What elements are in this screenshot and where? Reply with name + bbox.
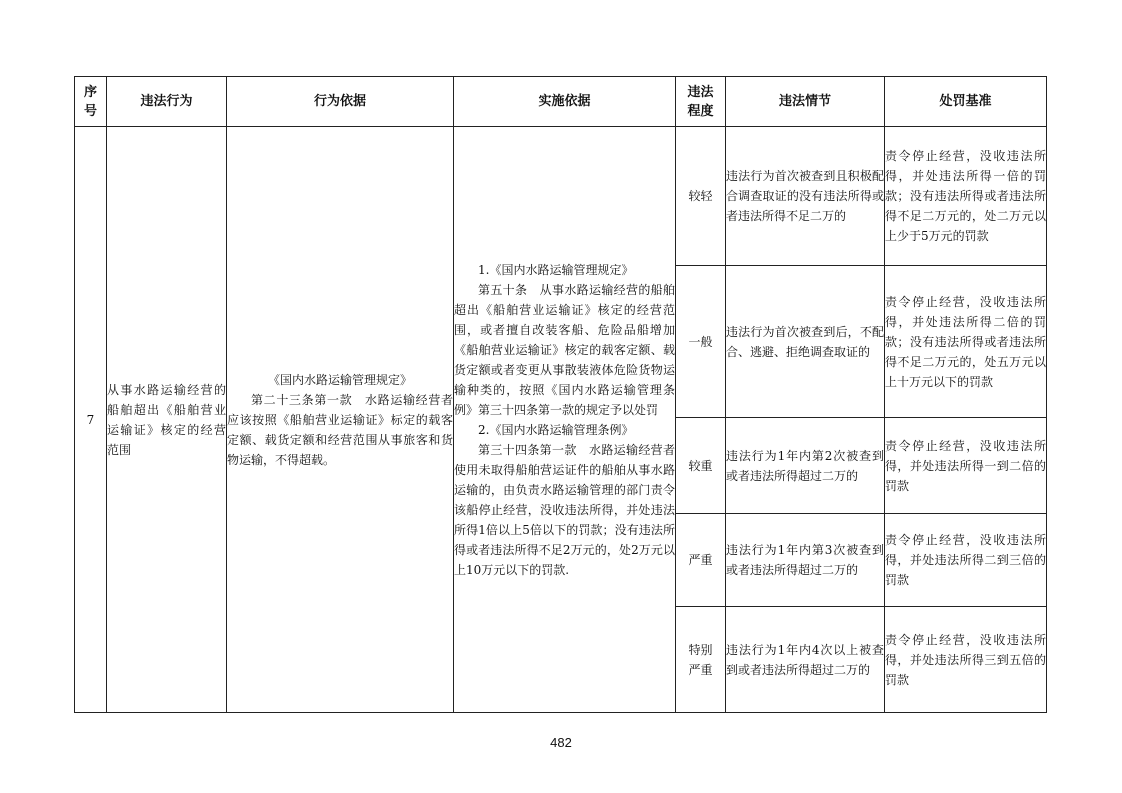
header-violation: 违法行为 [107,77,227,127]
row-index: 7 [75,127,107,713]
header-legal-basis: 行为依据 [227,77,454,127]
severity-cell: 特别严重 [676,607,726,713]
penalty-table [74,76,1047,713]
violation-text: 从事水路运输经营的船舶超出《船舶营业运输证》核定的经营范围 [107,382,226,457]
header-severity: 违法程度 [676,77,726,127]
table-row [75,127,1047,266]
implementation-item2-title: 2.《国内水路运输管理条例》 [478,422,634,437]
header-circumstances: 违法情节 [726,77,885,127]
penalty-cell: 责令停止经营，没收违法所得，并处违法所得一到二倍的罚款 [885,418,1047,514]
implementation-item2-text: 第三十四条第一款 水路运输经营者使用未取得船舶营运证件的船舶从事水路运输的，由负责水路运输管理的部门责令该船停止经营，没收违法所得，并处违法所得1倍以上5倍以下的罚款；没有违法所得或者违法所得不足2万元的，处2万元以上10万元以下的罚款. [454,442,675,577]
penalty-cell: 责令停止经营，没收违法所得，并处违法所得二到三倍的罚款 [885,514,1047,607]
circumstances-cell: 违法行为1年内第2次被查到或者违法所得超过二万的 [726,418,885,514]
header-penalty-standard: 处罚基准 [885,77,1047,127]
penalty-cell: 责令停止经营，没收违法所得，并处违法所得三到五倍的罚款 [885,607,1047,713]
implementation-basis-cell [454,127,676,713]
legal-basis-clause: 第二十三条第一款 水路运输经营者应该按照《船舶营业运输证》标定的载客定额、载货定额和经营范围从事旅客和货物运输，不得超载。 [227,392,453,467]
implementation-item1-text: 第五十条 从事水路运输经营的船舶超出《船舶营业运输证》核定的经营范围，或者擅自改装客船、危险品船增加《船舶营业运输证》核定的载客定额、载货定额或者变更从事散装液体危险货物运输种类的，按照《国内水路运输管理条例》第三十四条第一款的规定予以处罚 [454,282,675,417]
severity-cell: 严重 [676,514,726,607]
header-index: 序号 [75,77,107,127]
circumstances-cell: 违法行为1年内4次以上被查到或者违法所得超过二万的 [726,607,885,713]
circumstances-cell: 违法行为首次被查到且积极配合调查取证的没有违法所得或者违法所得不足二万的 [726,127,885,266]
legal-basis-cell [227,127,454,713]
header-row [75,77,1047,127]
legal-basis-regulation: 《国内水路运输管理规定》 [267,372,412,387]
implementation-item1-title: 1.《国内水路运输管理规定》 [478,262,634,277]
severity-cell: 较轻 [676,127,726,266]
circumstances-cell: 违法行为首次被查到后，不配合、逃避、拒绝调查取证的 [726,266,885,418]
circumstances-cell: 违法行为1年内第3次被查到或者违法所得超过二万的 [726,514,885,607]
page-number: 482 [550,735,572,750]
penalty-cell: 责令停止经营，没收违法所得，并处违法所得二倍的罚款；没有违法所得或者违法所得不足二万元的，处五万元以上十万元以下的罚款 [885,266,1047,418]
header-implementation-basis: 实施依据 [454,77,676,127]
penalty-cell: 责令停止经营，没收违法所得，并处违法所得一倍的罚款；没有违法所得或者违法所得不足二万元的，处二万元以上少于5万元的罚款 [885,127,1047,266]
severity-cell: 一般 [676,266,726,418]
severity-cell: 较重 [676,418,726,514]
violation-cell [107,127,227,713]
